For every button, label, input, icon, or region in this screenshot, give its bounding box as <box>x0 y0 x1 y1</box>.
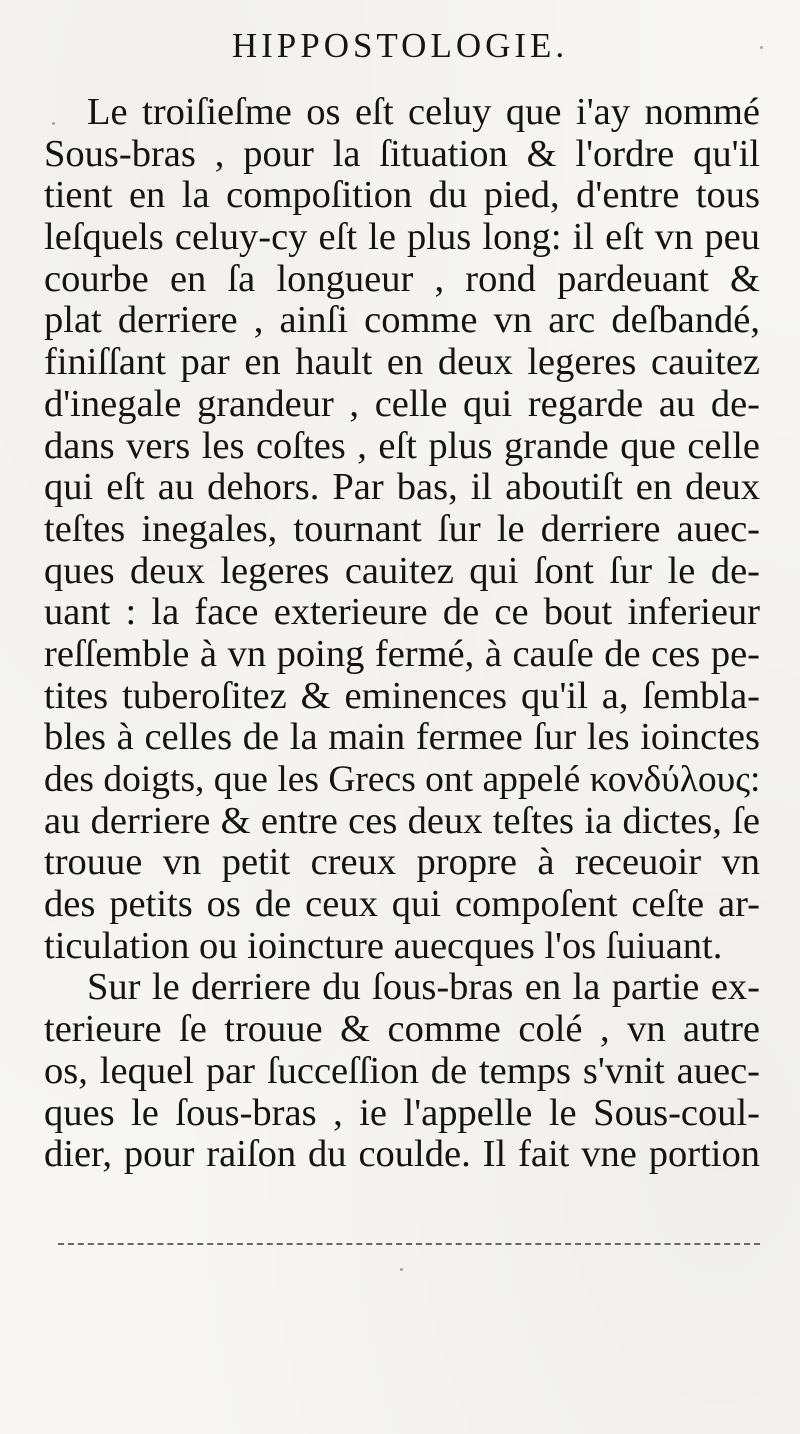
ink-speck <box>52 122 55 125</box>
text-line: ques le ſous-bras , ie l'appelle le Sous-coul- <box>44 1092 760 1134</box>
body-text <box>44 92 760 1176</box>
text-line: Le troiſieſme os eſt celuy que i'ay nommé <box>87 92 760 133</box>
text-line: plat derriere , ainſi comme vn arc deſbandé, <box>44 300 760 342</box>
text-line: des doigts, que les Grecs ont appelé κονδύλους: <box>44 759 760 800</box>
text-line: trouue vn petit creux propre à receuoir vn <box>44 842 760 884</box>
text-line: des petits os de ceux qui compoſent ceſte ar- <box>44 884 760 926</box>
text-line: terieure ſe trouue & comme colé , vn autre <box>44 1009 760 1051</box>
bottom-dashed-rule <box>58 1243 760 1245</box>
text-line: leſquels celuy-cy eſt le plus long: il eſt vn peu <box>44 217 760 259</box>
text-line: Sur le derriere du ſous-bras en la partie ex- <box>87 967 760 1009</box>
text-line: d'inegale grandeur , celle qui regarde au de- <box>44 383 760 425</box>
text-line: uant : la face exterieure de ce bout inferieur <box>44 592 760 634</box>
text-line: reſſemble à vn poing fermé, à cauſe de ces pe- <box>44 633 760 675</box>
text-line: tient en la compoſition du pied, d'entre tous <box>44 175 760 217</box>
text-line: courbe en ſa longueur , rond pardeuant & <box>44 258 760 300</box>
ink-speck <box>760 46 763 49</box>
text-line: teſtes inegales, tournant ſur le derriere auec- <box>44 508 760 550</box>
text-line: bles à celles de la main fermee ſur les ioinctes <box>44 717 760 759</box>
ink-speck <box>400 1268 403 1271</box>
text-line: ticulation ou ioincture auecques l'os ſuiuant. <box>44 925 723 967</box>
text-line: ques deux legeres cauitez qui ſont ſur le de- <box>44 550 760 592</box>
text-line: Sous-bras , pour la ſituation & l'ordre qu'il <box>44 133 760 175</box>
text-line: os, lequel par ſucceſſion de temps s'vnit auec- <box>44 1050 760 1092</box>
text-line: tites tuberoſitez & eminences qu'il a, ſembla- <box>44 675 760 717</box>
text-line: dier, pour raiſon du coulde. Il fait vne portion <box>44 1134 760 1176</box>
text-line: dans vers les coſtes , eſt plus grande que celle <box>44 425 760 467</box>
running-head: HIPPOSTOLOGIE. <box>231 26 569 65</box>
text-line: au derriere & entre ces deux teſtes ia dictes, ſe <box>44 800 760 842</box>
text-line: qui eſt au dehors. Par bas, il aboutiſt en deux <box>44 467 760 509</box>
text-line: finiſſant par en hault en deux legeres cauitez <box>44 342 760 384</box>
